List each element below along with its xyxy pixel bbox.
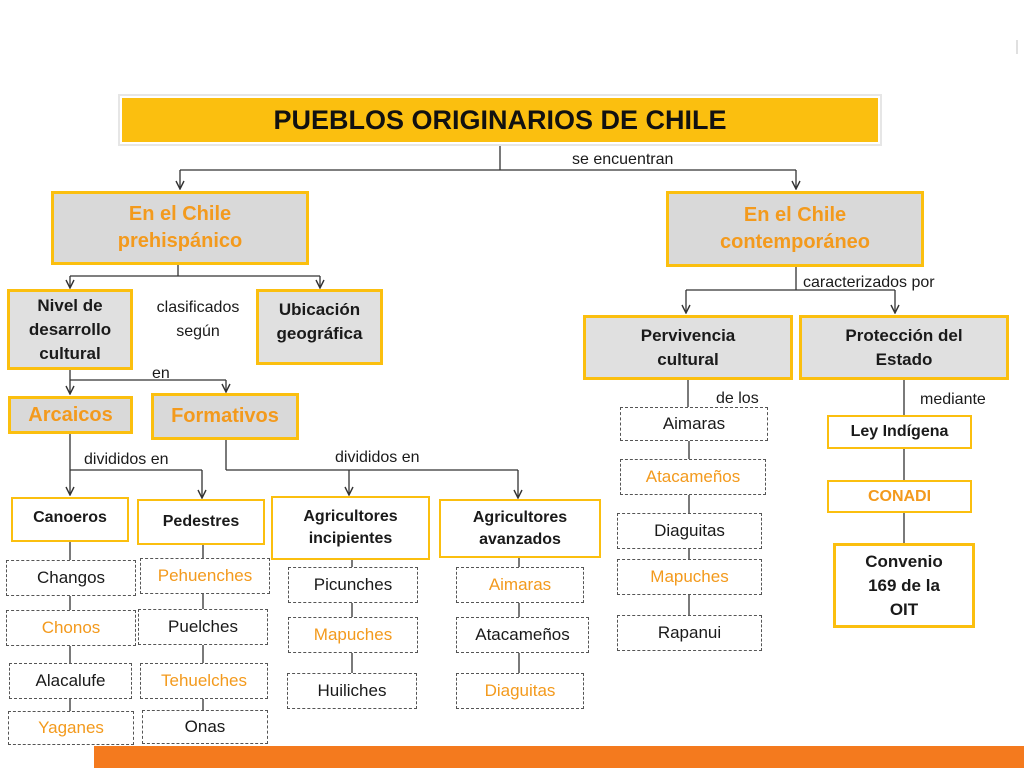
node-nivel-desarrollo xyxy=(7,289,133,370)
node-contemporaneo-line1: En el Chile xyxy=(743,204,847,226)
label-divididos-formativos: divididos en xyxy=(335,449,420,466)
item-pedestres: Pehuenches xyxy=(140,558,270,594)
item-canoeros: Alacalufe xyxy=(9,663,132,699)
label-mediante: mediante xyxy=(920,391,986,408)
node-avanzados-line2: avanzados xyxy=(479,530,561,548)
item-avanzados: Atacameños xyxy=(456,617,589,653)
item-incipientes: Huiliches xyxy=(287,673,417,709)
item-incipientes: Mapuches xyxy=(288,617,418,653)
node-proteccion-line1: Protección del xyxy=(845,325,963,345)
node-prehispanico-line2: prehispánico xyxy=(117,230,243,252)
diagram-title: PUEBLOS ORIGINARIOS DE CHILE xyxy=(120,96,880,144)
node-nivel-line3: cultural xyxy=(39,343,101,363)
connector-nivel xyxy=(70,370,226,380)
item-pedestres: Onas xyxy=(142,710,268,744)
node-prehispanico-line1: En el Chile xyxy=(128,203,232,225)
node-pervivencia-line1: Pervivencia xyxy=(640,325,736,345)
item-canoeros: Changos xyxy=(6,560,136,596)
node-convenio-line1: Convenio xyxy=(865,551,943,571)
node-nivel-line2: desarrollo xyxy=(28,319,112,339)
label-divididos-arcaicos: divididos en xyxy=(84,451,169,468)
item-avanzados: Diaguitas xyxy=(456,673,584,709)
node-pervivencia-cultural xyxy=(583,315,793,380)
connector-prehispanico xyxy=(70,264,320,276)
node-agricultores-avanzados xyxy=(439,499,601,558)
footer-bar xyxy=(94,746,1024,768)
label-en: en xyxy=(152,365,170,382)
node-convenio-oit xyxy=(833,543,975,628)
node-proteccion-line2: Estado xyxy=(875,349,933,369)
node-contemporaneo xyxy=(666,191,924,267)
label-caracterizados: caracterizados por xyxy=(803,274,935,291)
item-pervivencia: Rapanui xyxy=(617,615,762,651)
item-canoeros: Chonos xyxy=(6,610,136,646)
node-ubicacion-line1: Ubicación xyxy=(278,300,361,319)
node-incipientes-line1: Agricultores xyxy=(303,508,398,525)
label-clasificados xyxy=(140,296,256,344)
item-pervivencia: Mapuches xyxy=(617,559,762,595)
node-agricultores-incipientes xyxy=(271,496,430,560)
label-clasificados-line2: según xyxy=(176,323,220,340)
node-avanzados-line1: Agricultores xyxy=(472,508,568,526)
item-incipientes: Picunches xyxy=(288,567,418,603)
node-pervivencia-line2: cultural xyxy=(657,349,719,369)
label-se-encuentran: se encuentran xyxy=(572,151,674,168)
node-prehispanico xyxy=(51,191,309,265)
node-conadi: CONADI xyxy=(827,480,972,513)
node-ubicacion-line2: geográfica xyxy=(276,324,363,343)
node-pedestres: Pedestres xyxy=(137,499,265,545)
label-clasificados-line1: clasificados xyxy=(156,299,240,316)
node-nivel-line1: Nivel de xyxy=(37,295,103,315)
node-arcaicos: Arcaicos xyxy=(8,396,133,434)
node-ubicacion-geografica xyxy=(256,289,383,365)
node-ley-indigena: Ley Indígena xyxy=(827,415,972,449)
item-pedestres: Puelches xyxy=(138,609,268,645)
node-formativos: Formativos xyxy=(151,393,299,440)
item-avanzados: Aimaras xyxy=(456,567,584,603)
edge-mark xyxy=(1016,40,1018,54)
node-incipientes-line2: incipientes xyxy=(308,530,393,547)
node-canoeros: Canoeros xyxy=(11,497,129,542)
item-pedestres: Tehuelches xyxy=(140,663,268,699)
item-pervivencia: Atacameños xyxy=(620,459,766,495)
item-pervivencia: Aimaras xyxy=(620,407,768,441)
connector-title xyxy=(180,144,796,170)
label-de-los: de los xyxy=(716,390,759,407)
node-convenio-line3: OIT xyxy=(889,599,919,619)
node-proteccion-estado xyxy=(799,315,1009,380)
node-contemporaneo-line2: contemporáneo xyxy=(719,231,871,253)
item-pervivencia: Diaguitas xyxy=(617,513,762,549)
item-canoeros: Yaganes xyxy=(8,711,134,745)
node-convenio-line2: 169 de la xyxy=(868,575,940,595)
